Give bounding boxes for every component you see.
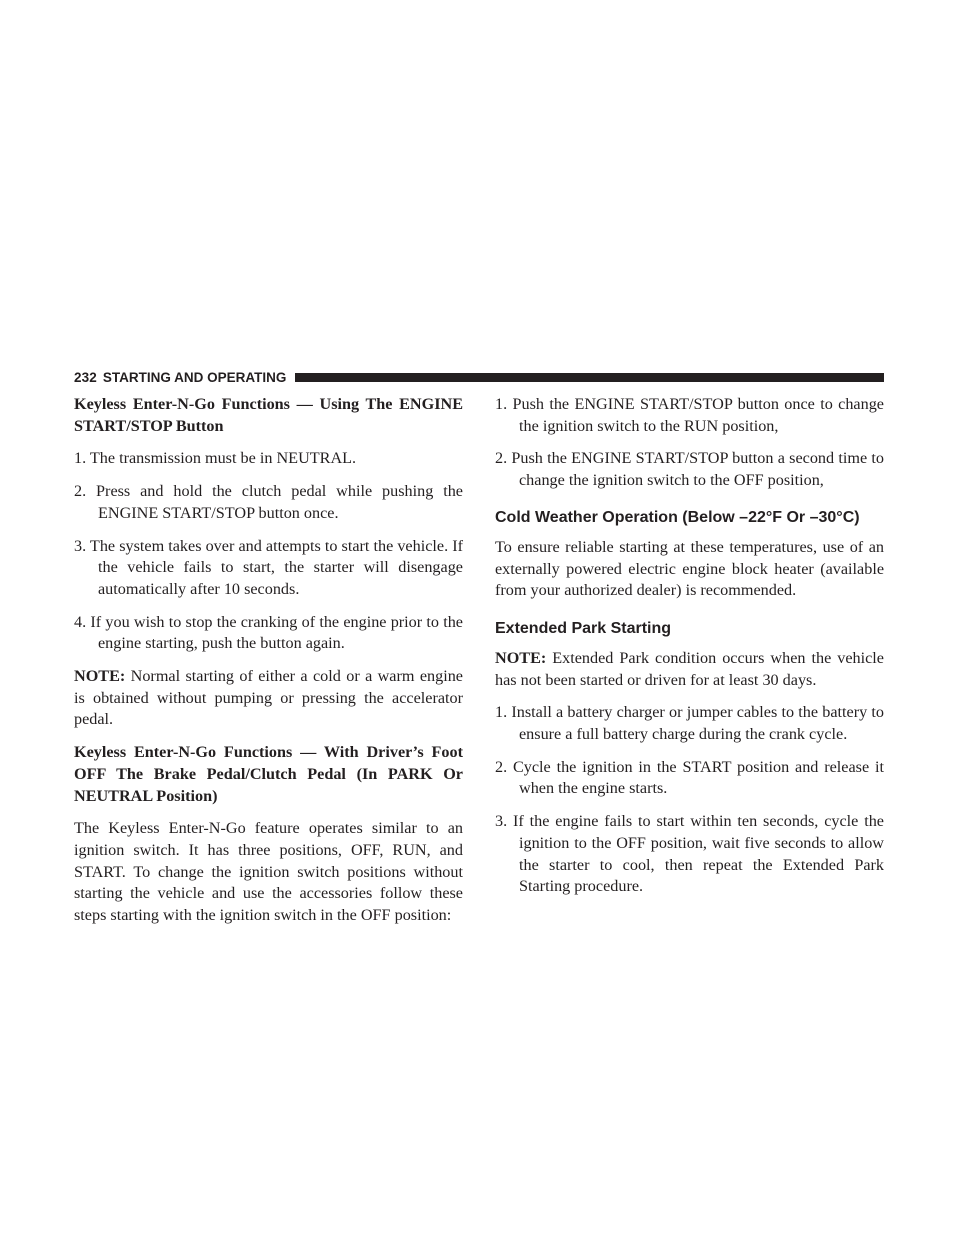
list-item: 3. The system takes over and attempts to start the vehicle. If the vehicle fails to start, the starter will disengage automatically after 10 seconds.: [74, 536, 463, 598]
page-number: 232: [74, 369, 97, 385]
list-item: 1. Push the ENGINE START/STOP button once to change the ignition switch to the RUN position,: [495, 395, 884, 435]
list-item: 2. Press and hold the clutch pedal while pushing the ENGINE START/STOP button once.: [74, 482, 463, 522]
right-column: [495, 394, 884, 909]
note-text: Extended Park condition occurs when the vehicle has not been started or driven for at least 30 days.: [495, 648, 884, 689]
subheading-foot-off-brake: Keyless Enter-N-Go Functions — With Driver’s Foot OFF The Brake Pedal/Clutch Pedal (In PARK Or NEUTRAL Position): [74, 743, 463, 805]
list-item: 3. If the engine fails to start within ten seconds, cycle the ignition to the OFF position, wait five seconds to allow the starter to cool, then repeat the Extended Park Starting procedure.: [495, 812, 884, 896]
note-text: Normal starting of either a cold or a warm engine is obtained without pumping or pressing the accelerator pedal.: [74, 667, 463, 729]
list-item: 2. Cycle the ignition in the START position and release it when the engine starts.: [495, 757, 884, 798]
list-item: 4. If you wish to stop the cranking of the engine prior to the engine starting, push the button again.: [74, 612, 463, 653]
list-item: 2. Push the ENGINE START/STOP button a second time to change the ignition switch to the OFF position,: [495, 449, 884, 490]
note-paragraph: [74, 666, 463, 731]
note-label: NOTE:: [74, 667, 126, 686]
heading-extended-park: Extended Park Starting: [495, 619, 672, 637]
note-label: NOTE:: [495, 648, 547, 667]
list-item: 1. Install a battery charger or jumper cables to the battery to ensure a full battery charge during the crank cycle.: [495, 703, 884, 744]
note-paragraph: [495, 648, 884, 691]
body-paragraph: The Keyless Enter-N-Go feature operates similar to an ignition switch. It has three positions, OFF, RUN, and START. To change the ignition switch positions without starting the vehicle and use the accessories follow these steps starting with the ignition switch in the OFF position:: [74, 819, 463, 925]
subheading-using-button: Keyless Enter-N-Go Functions — Using The ENGINE START/STOP Button: [74, 395, 463, 435]
heading-cold-weather: Cold Weather Operation (Below –22°F Or –30°C): [495, 508, 860, 526]
section-title: STARTING AND OPERATING: [102, 369, 287, 385]
page-header: [74, 369, 884, 385]
header-rule: [295, 373, 884, 382]
left-column: [74, 394, 463, 938]
list-item: 1. The transmission must be in NEUTRAL.: [74, 449, 357, 468]
cold-weather-paragraph: To ensure reliable starting at these temperatures, use of an externally powered electric engine block heater (available from your authorized dealer) is recommended.: [495, 537, 884, 600]
